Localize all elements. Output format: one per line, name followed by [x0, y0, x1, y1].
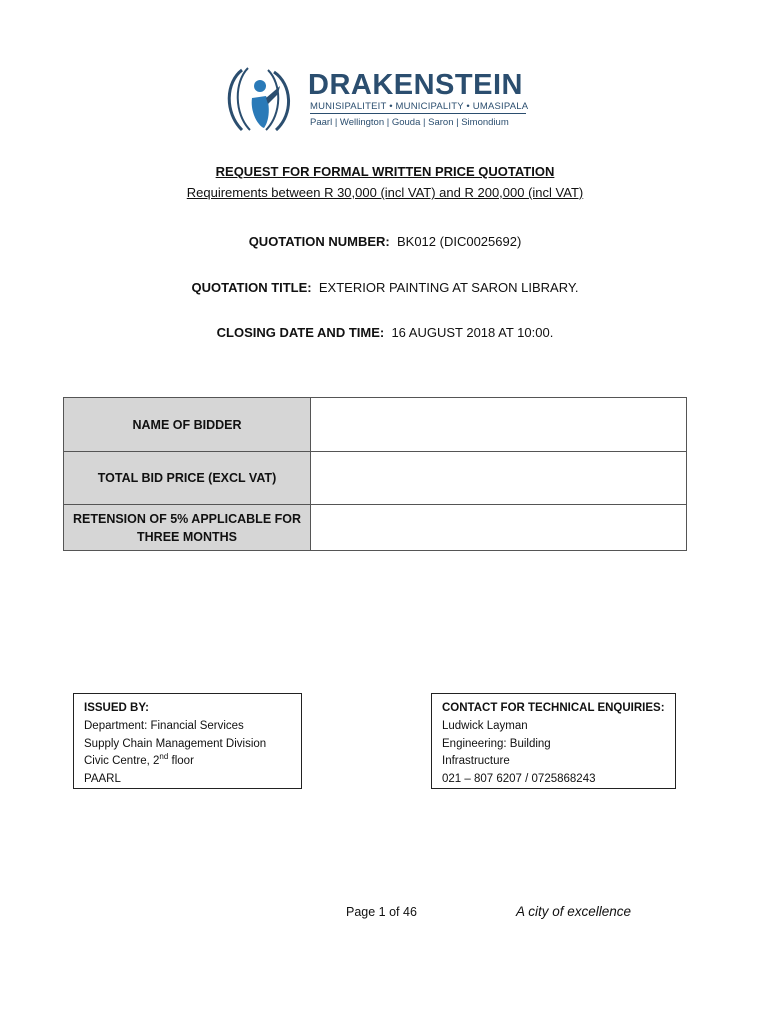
contact-phone: 021 – 807 6207 / 0725868243 [442, 773, 596, 786]
document-title: REQUEST FOR FORMAL WRITTEN PRICE QUOTATION [215, 164, 555, 179]
technical-contact-box [431, 693, 676, 789]
issued-by-box [73, 693, 302, 789]
logo-towns: Paarl | Wellington | Gouda | Saron | Simondium [310, 117, 509, 128]
logo-emblem-icon [220, 64, 300, 136]
logo-subtitle: MUNISIPALITEIT • MUNICIPALITY • UMASIPALA [310, 101, 529, 112]
quotation-number-label: QUOTATION NUMBER: [248, 234, 390, 249]
retension-label [64, 505, 311, 551]
issued-by-department: Department: Financial Services [84, 719, 244, 732]
bidder-name-field[interactable] [311, 398, 687, 452]
retension-label-line1: RETENSION OF 5% APPLICABLE FOR [72, 511, 302, 526]
table-row [64, 398, 687, 452]
total-bid-price-field[interactable] [311, 452, 687, 505]
quotation-title [0, 280, 770, 295]
issued-by-address [84, 753, 291, 771]
document-subtitle: Requirements between R 30,000 (incl VAT) and R 200,000 (incl VAT) [186, 185, 584, 200]
closing-date-value: 16 AUGUST 2018 AT 10:00. [391, 325, 554, 340]
contact-unit: Infrastructure [442, 755, 510, 768]
contact-name: Ludwick Layman [442, 719, 528, 732]
quotation-number-value: BK012 (DIC0025692) [396, 234, 522, 249]
quotation-title-value: EXTERIOR PAINTING AT SARON LIBRARY. [318, 280, 579, 295]
table-row [64, 452, 687, 505]
table-row [64, 505, 687, 551]
closing-date [0, 325, 770, 340]
address-post: floor [168, 755, 194, 768]
quotation-number [0, 234, 770, 249]
bidder-info-table [63, 397, 687, 551]
address-pre: Civic Centre, 2 [84, 755, 160, 768]
contact-heading: CONTACT FOR TECHNICAL ENQUIRIES: [442, 702, 665, 714]
issued-by-division: Supply Chain Management Division [84, 737, 267, 750]
contact-department: Engineering: Building [442, 737, 551, 750]
footer-motto: A city of excellence [516, 904, 632, 919]
retension-field[interactable] [311, 505, 687, 551]
bidder-name-label: NAME OF BIDDER [64, 398, 311, 452]
logo-name: DRAKENSTEIN [308, 69, 523, 101]
issued-by-heading: ISSUED BY: [84, 702, 149, 714]
quotation-title-label: QUOTATION TITLE: [191, 280, 312, 295]
retension-label-line2: THREE MONTHS [137, 529, 237, 544]
page-number: Page 1 of 46 [346, 905, 417, 919]
closing-date-label: CLOSING DATE AND TIME: [216, 325, 385, 340]
issued-by-city: PAARL [84, 773, 121, 786]
logo-divider [310, 113, 526, 114]
address-sup: nd [159, 752, 169, 762]
total-bid-price-label: TOTAL BID PRICE (EXCL VAT) [64, 452, 311, 505]
